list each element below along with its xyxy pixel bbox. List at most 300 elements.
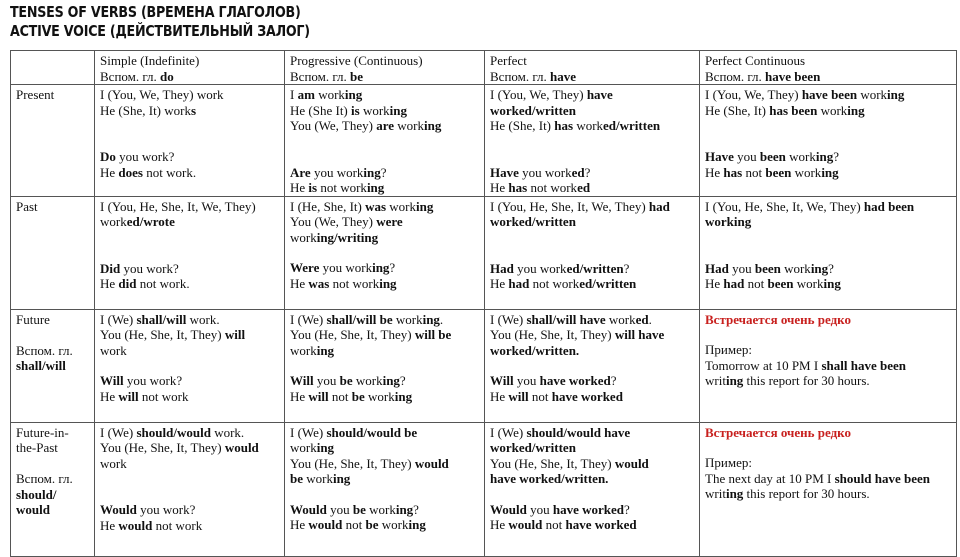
bold-fragment: shall/will have (526, 311, 606, 327)
page-title: TENSES OF VERBS (ВРЕМЕНА ГЛАГОЛОВ) (10, 3, 301, 21)
text-fragment: He (100, 517, 119, 533)
text-fragment: work (394, 118, 425, 133)
text-fragment: You (He, She, It, They) (490, 455, 615, 471)
bold-fragment: should/would be (326, 424, 418, 440)
spacer (705, 118, 952, 149)
text-fragment: not (744, 276, 768, 291)
header-name: Perfect (490, 53, 527, 68)
bold-fragment: ing (372, 260, 390, 275)
example-line (290, 471, 480, 487)
bold-fragment: ing (725, 486, 744, 501)
text-fragment: you work (513, 260, 567, 276)
example-line (100, 456, 280, 472)
example-line (290, 87, 480, 103)
bold-fragment: ed/written (579, 276, 637, 291)
example-line (705, 455, 952, 471)
cell-perfect-continuous (700, 85, 957, 197)
example-line (705, 486, 952, 502)
bold-fragment: had (723, 276, 745, 291)
text-fragment: He (100, 388, 119, 404)
bold-fragment: ing (810, 260, 829, 276)
bold-fragment: would (308, 517, 343, 532)
cell-simple (95, 309, 285, 422)
bold-fragment: Have (705, 149, 734, 164)
text-fragment: He (She, It) (490, 118, 555, 133)
example-line (705, 276, 952, 292)
example-line (490, 180, 695, 196)
text-fragment: He (490, 388, 509, 404)
text-fragment: not work (527, 180, 578, 195)
bold-fragment: is (351, 102, 360, 118)
example-line (705, 471, 952, 487)
bold-fragment: would (614, 455, 649, 471)
spacer (100, 118, 280, 149)
text-fragment: He (490, 276, 509, 291)
text-fragment: you (513, 373, 540, 388)
example-line (290, 214, 480, 230)
bold-fragment: worked/written. (490, 342, 580, 358)
bold-fragment: Will (290, 373, 314, 388)
bold-fragment: Have (490, 164, 519, 180)
header-row (11, 51, 957, 85)
bold-fragment: ing (379, 275, 397, 291)
bold-fragment: worked/written (490, 214, 576, 229)
text-fragment: I (We) (100, 424, 137, 440)
example-line (705, 149, 952, 165)
bold-fragment: does (118, 164, 143, 180)
bold-fragment: ed (577, 180, 591, 195)
example-line (290, 517, 480, 533)
bold-fragment: will (308, 388, 329, 404)
bold-fragment: have worked (551, 388, 623, 404)
text-fragment: this report for 30 hours. (743, 486, 870, 501)
text-fragment: He (705, 276, 724, 291)
bold-fragment: should/would have (526, 424, 631, 440)
text-fragment: He (290, 180, 309, 195)
bold-fragment: will (118, 388, 139, 404)
text-fragment: work (352, 373, 383, 388)
bold-fragment: Do (100, 149, 116, 164)
text-fragment: not work. (142, 164, 197, 180)
row-label (11, 309, 95, 422)
example-line (290, 103, 480, 119)
row-label-line: should/ (16, 486, 57, 502)
example-line (290, 327, 480, 343)
text-fragment: not work (329, 275, 380, 291)
row-label (11, 85, 95, 197)
bold-fragment: ed/wrote (126, 214, 175, 229)
text-fragment: you (326, 501, 353, 517)
bold-fragment: ing (332, 471, 351, 486)
bold-fragment: ing (725, 373, 744, 388)
bold-fragment: is (308, 180, 318, 195)
bold-fragment: would (508, 517, 543, 532)
bold-fragment: been (754, 260, 781, 276)
text-fragment: not (528, 388, 552, 404)
bold-fragment: ed/written (566, 260, 624, 276)
text-fragment: work (100, 342, 127, 358)
bold-fragment: has (723, 164, 743, 180)
bold-fragment: ing (394, 388, 413, 404)
bold-fragment: have been (801, 87, 858, 102)
cell-perfect (485, 422, 700, 556)
text-fragment: I (We) (490, 424, 527, 440)
example-line (290, 165, 480, 181)
example-line (100, 373, 280, 389)
cell-perfect (485, 309, 700, 422)
text-fragment: You (He, She, It, They) (290, 327, 415, 342)
bold-fragment: been (767, 276, 794, 291)
text-fragment: ? (624, 501, 630, 517)
text-fragment: work (573, 118, 604, 133)
bold-fragment: ing (395, 501, 414, 517)
bold-fragment: been (765, 164, 792, 180)
row-label (11, 196, 95, 309)
text-fragment: work (780, 260, 811, 276)
cell-perfect-continuous (700, 422, 957, 556)
bold-fragment: s (190, 102, 197, 118)
bold-fragment: ing (821, 164, 839, 180)
text-fragment: not work. (136, 276, 190, 291)
example-line (100, 518, 280, 534)
example-line (100, 103, 280, 119)
bold-fragment: will (224, 327, 246, 342)
bold-fragment: ing (815, 149, 834, 164)
text-fragment: work (378, 517, 409, 532)
text-fragment: ? (623, 260, 630, 276)
text-fragment: you work? (115, 149, 175, 164)
cell-progressive (285, 85, 485, 197)
text-fragment: work (359, 102, 390, 118)
example-line (100, 165, 280, 181)
text-fragment: You (He, She, It, They) (290, 455, 415, 471)
row-label-line: Past (16, 198, 38, 214)
row-label-line: would (16, 502, 50, 517)
text-fragment: work (817, 102, 848, 118)
text-fragment: . (439, 311, 444, 327)
bold-fragment: Had (705, 260, 729, 276)
example-line (100, 440, 280, 456)
text-fragment: He (490, 517, 509, 532)
example-line (490, 165, 695, 181)
example-line (290, 373, 480, 389)
example-line (290, 502, 480, 518)
text-fragment: ? (413, 501, 419, 517)
example-line (100, 312, 280, 328)
bold-fragment: have worked (539, 373, 611, 388)
bold-fragment: ing (887, 87, 905, 102)
bold-fragment: would (118, 517, 153, 533)
text-fragment: ? (584, 164, 591, 180)
text-fragment: you work? (123, 373, 183, 388)
bold-fragment: would (414, 455, 449, 471)
text-fragment: The next day at 10 PM I (705, 470, 835, 486)
bold-fragment: ing (422, 311, 440, 327)
bold-fragment: Had (490, 260, 514, 276)
spacer (290, 487, 480, 502)
text-fragment: work (365, 501, 396, 517)
cell-progressive (285, 196, 485, 309)
example-line (705, 358, 952, 374)
bold-fragment: should have been (834, 470, 930, 486)
example-line (100, 343, 280, 359)
example-line (490, 343, 695, 359)
text-fragment: I (You, We, They) (490, 87, 587, 102)
row-future (11, 309, 957, 422)
rare-note: Встречается очень редко (705, 311, 851, 327)
example-line (490, 103, 695, 119)
example-line (705, 165, 952, 181)
example-line (290, 312, 480, 328)
bold-fragment: working (705, 214, 752, 229)
bold-fragment: did (118, 276, 137, 291)
text-fragment: you (526, 501, 553, 517)
bold-fragment: ing (344, 87, 363, 102)
text-fragment: you work? (120, 260, 179, 276)
bold-fragment: ed (571, 164, 585, 180)
example-line (100, 389, 280, 405)
bold-fragment: has been (769, 102, 818, 118)
example-line (490, 312, 695, 328)
row-label-line (16, 456, 90, 472)
bold-fragment: shall/will (136, 311, 187, 327)
bold-fragment: was (365, 198, 387, 214)
spacer (705, 327, 952, 342)
text-fragment: I (He, She, It) (290, 198, 366, 214)
text-fragment: writ (705, 486, 726, 501)
text-fragment: work (100, 455, 127, 471)
table-body (11, 85, 957, 557)
bold-fragment: ing/writing (316, 229, 379, 245)
header-perfect (485, 51, 700, 85)
text-fragment: You (He, She, It, They) (490, 327, 615, 342)
example-line (705, 312, 952, 328)
bold-fragment: ing (424, 118, 442, 133)
bold-fragment: shall/will be (326, 311, 393, 327)
text-fragment: work (392, 311, 423, 327)
spacer (490, 230, 695, 261)
example-line (705, 261, 952, 277)
example-line (490, 471, 695, 487)
bold-fragment: Would (490, 501, 527, 517)
example-line (705, 87, 952, 103)
row-past (11, 196, 957, 309)
text-fragment: you work (518, 164, 572, 180)
spacer (100, 230, 280, 261)
cell-simple (95, 196, 285, 309)
row-future-in-the-past (11, 422, 957, 556)
cell-simple (95, 85, 285, 197)
bold-fragment: ed (635, 311, 649, 327)
row-label-line: the-Past (16, 440, 58, 455)
cell-simple (95, 422, 285, 556)
spacer (490, 487, 695, 502)
text-fragment: work (290, 440, 317, 455)
example-line (290, 230, 480, 246)
example-line (490, 87, 695, 103)
row-label-line: Present (16, 87, 55, 102)
bold-fragment: Were (290, 260, 320, 275)
example-line (290, 260, 480, 276)
bold-fragment: shall have been (821, 357, 906, 373)
cell-perfect-continuous (700, 309, 957, 422)
text-fragment: He (100, 164, 119, 180)
example-line (290, 180, 480, 196)
example-line (100, 199, 280, 215)
page-subtitle: ACTIVE VOICE (ДЕЙСТВИТЕЛЬНЫЙ ЗАЛОГ) (10, 22, 310, 40)
example-line (290, 343, 480, 359)
text-fragment: I (290, 87, 298, 102)
example-line (490, 118, 695, 134)
bold-fragment: Will (100, 373, 124, 388)
example-line (490, 327, 695, 343)
example-line (705, 199, 952, 215)
bold-fragment: been (759, 149, 786, 164)
example-line (490, 276, 695, 292)
bold-fragment: Would (100, 502, 137, 517)
example-line (290, 389, 480, 405)
bold-fragment: worked/written (490, 440, 576, 455)
text-fragment: ? (833, 149, 839, 164)
row-label-line (16, 327, 90, 343)
rare-note: Встречается очень редко (705, 424, 851, 440)
text-fragment: work (290, 342, 317, 358)
text-fragment: work (793, 276, 824, 291)
row-present (11, 85, 957, 197)
text-fragment: not work (138, 388, 189, 404)
text-fragment: I (You, He, She, It, We, They) (490, 198, 649, 214)
cell-perfect (485, 196, 700, 309)
text-fragment: work (364, 388, 395, 404)
text-fragment: You (We, They) (290, 118, 377, 133)
bold-fragment: had (508, 276, 530, 291)
header-name: Perfect Continuous (705, 53, 806, 68)
example-line (490, 373, 695, 389)
row-label-line: Future-in- (16, 424, 69, 440)
example-line (490, 214, 695, 230)
example-line (490, 440, 695, 456)
row-label-line: Вспом. гл. (16, 342, 73, 358)
bold-fragment: has (508, 180, 528, 195)
example-line (290, 456, 480, 472)
bold-fragment: were (376, 214, 403, 229)
text-fragment: work. (210, 424, 245, 440)
bold-fragment: had been (863, 198, 915, 214)
text-fragment: Пример: (705, 455, 752, 470)
title-block (10, 3, 376, 41)
bold-fragment: will be (414, 327, 452, 342)
text-fragment: work (100, 214, 127, 229)
bold-fragment: was (308, 275, 330, 291)
example-line (705, 103, 952, 119)
text-fragment: not (742, 164, 766, 180)
text-fragment: you work (319, 260, 373, 275)
bold-fragment: have worked (552, 501, 624, 517)
bold-fragment: Are (290, 164, 311, 180)
bold-fragment: are (376, 118, 395, 133)
example-line (100, 276, 280, 292)
text-fragment: ? (828, 260, 834, 276)
header-name: Simple (Indefinite) (100, 53, 200, 68)
bold-fragment: ing (823, 276, 841, 291)
bold-fragment: have worked/written. (490, 471, 609, 486)
example-line (705, 373, 952, 389)
text-fragment: ? (610, 373, 617, 388)
text-fragment: He (705, 164, 724, 180)
text-fragment: He (290, 517, 309, 532)
text-fragment: You (He, She, It, They) (100, 327, 225, 342)
text-fragment: I (We) (290, 311, 327, 327)
header-aux: Вспом. гл. have been (705, 68, 821, 84)
bold-fragment: be (290, 471, 303, 486)
text-fragment: not (542, 517, 566, 532)
text-fragment: not work (317, 180, 367, 195)
bold-fragment: ing (316, 440, 335, 455)
example-line (705, 214, 952, 230)
example-line (100, 214, 280, 230)
cell-perfect (485, 85, 700, 197)
example-line (290, 440, 480, 456)
header-progressive (285, 51, 485, 85)
cell-perfect-continuous (700, 196, 957, 309)
example-line (290, 118, 480, 134)
bold-fragment: will (508, 388, 529, 404)
cell-progressive (285, 422, 485, 556)
bold-fragment: ing (408, 517, 426, 532)
bold-fragment: should/would (136, 424, 211, 440)
text-fragment: work (791, 164, 822, 180)
text-fragment: I (You, He, She, It, We, They) (705, 198, 864, 214)
example-line (705, 342, 952, 358)
text-fragment: I (We) (290, 424, 327, 440)
text-fragment: I (You, He, She, It, We, They) (100, 198, 256, 214)
example-line (100, 327, 280, 343)
spacer (490, 134, 695, 165)
text-fragment: work. (186, 311, 220, 327)
text-fragment: He (She, It) work (100, 102, 191, 118)
text-fragment: You (We, They) (290, 214, 377, 229)
text-fragment: not (328, 388, 352, 404)
example-line (100, 149, 280, 165)
text-fragment: I (We) (490, 311, 527, 327)
bold-fragment: ing (366, 180, 385, 195)
text-fragment: not work (152, 517, 203, 533)
example-line (490, 456, 695, 472)
text-fragment: ? (389, 260, 396, 275)
text-fragment: work (605, 311, 636, 327)
example-line (490, 199, 695, 215)
text-fragment: ? (399, 373, 406, 388)
example-line (290, 199, 480, 215)
bold-fragment: ing (363, 164, 381, 180)
bold-fragment: ed/written (603, 118, 661, 133)
bold-fragment: ing (316, 342, 335, 358)
example-line (290, 276, 480, 292)
bold-fragment: will have (614, 327, 665, 342)
row-label-line: Вспом. гл. (16, 471, 73, 486)
example-line (490, 502, 695, 518)
header-name: Progressive (Continuous) (290, 53, 423, 68)
text-fragment: work (785, 149, 816, 164)
bold-fragment: would (224, 440, 259, 455)
cell-progressive (285, 309, 485, 422)
row-label-line: Future (16, 311, 50, 327)
spacer (100, 358, 280, 373)
row-label-line: shall/will (16, 358, 66, 373)
text-fragment: I (You, We, They) (705, 87, 802, 102)
bold-fragment: Would (290, 501, 327, 517)
spacer (290, 358, 480, 373)
